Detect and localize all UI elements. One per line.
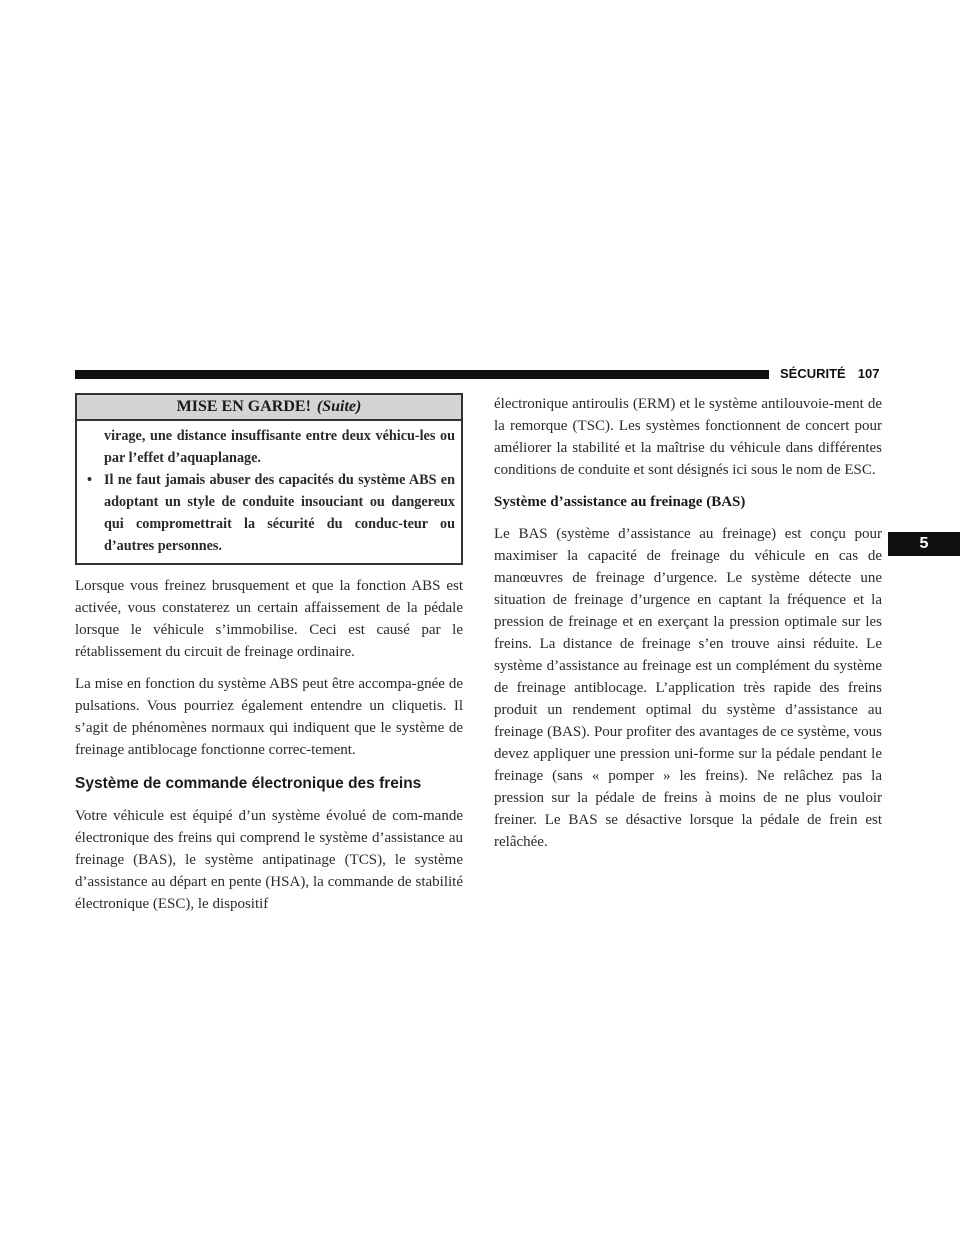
running-header: [780, 364, 891, 384]
section-title: SÉCURITÉ: [780, 366, 846, 381]
right-column: [494, 393, 882, 863]
warning-box: [75, 393, 463, 565]
paragraph-ebc-intro: Votre véhicule est équipé d’un système évolué de com-mande électronique des freins qui comprend le système d’assistance au freinage (BAS), le système antipatinage (TCS), le système d’assistance au départ en pente (HSA), la commande de stabilité électronique (ESC), le dispositif: [75, 808, 463, 912]
warning-title: MISE EN GARDE!: [176, 398, 311, 415]
paragraph-esc-continued: électronique antiroulis (ERM) et le système antilouvoie-ment de la remorque (TSC). Les systèmes fonctionnent de concert pour améliorer la stabilité et la maîtrise du véhicule dans différentes conditions de conduite et sont désignés ici sous le nom de ESC.: [494, 396, 882, 478]
warning-bullet: • Il ne faut jamais abuser des capacités du système ABS en adoptant un style de conduite insouciant ou dangereux qui compromettrait la sécurité du conduc-teur ou d’autres personnes.: [83, 469, 455, 557]
paragraph-abs-pedal: Lorsque vous freinez brusquement et que la fonction ABS est activée, vous constaterez un certain affaissement de la pédale lorsque le véhicule s’immobilise. Ceci est causé par le rétablissement du circuit de freinage ordinaire.: [75, 578, 463, 660]
warning-list: [83, 469, 455, 557]
subheading-bas: Système d’assistance au freinage (BAS): [494, 494, 746, 510]
warning-body: [77, 421, 461, 563]
warning-header: [77, 395, 461, 421]
paragraph-bas: Le BAS (système d’assistance au freinage) est conçu pour maximiser la capacité de freinage du véhicule en cas de manœuvres de freinage d’urgence. Le système détecte une situation de freinage d’urgence en captant la fréquence et la pression de freinage et en exerçant la pression optimale sur les freins. La distance de freinage s’en trouve ainsi réduite. Le système d’assistance au freinage est un complément du système de freinage antiblocage. L’application très rapide des freins produit un rendement optimal du système d’assistance au freinage (BAS). Pour profiter des avantages de ce système, vous devez appliquer une pression uni-forme sur la pédale pendant le freinage (sans « pomper » les freins). Ne relâchez pas la pression sur la pédale de freins à moins de ne plus vouloir freiner. Le BAS se désactive lorsque la pédale de frein est relâchée.: [494, 526, 882, 850]
page-number: 107: [857, 366, 880, 381]
warning-continuation: virage, une distance insuffisante entre deux véhicu-les ou par l’effet d’aquaplanage.: [104, 428, 455, 466]
section-heading-ebc: Système de commande électronique des freins: [75, 775, 422, 792]
paragraph-abs-pulsations: La mise en fonction du système ABS peut être accompa-gnée de pulsations. Vous pourriez également entendre un cliquetis. Il s’agit de phénomènes normaux qui indiquent que le système de freinage antiblocage fonctionne correc-tement.: [75, 676, 463, 758]
warning-suffix: (Suite): [316, 398, 362, 415]
chapter-tab: 5: [888, 532, 960, 556]
header-rule: [75, 370, 769, 379]
left-column: [75, 393, 463, 925]
